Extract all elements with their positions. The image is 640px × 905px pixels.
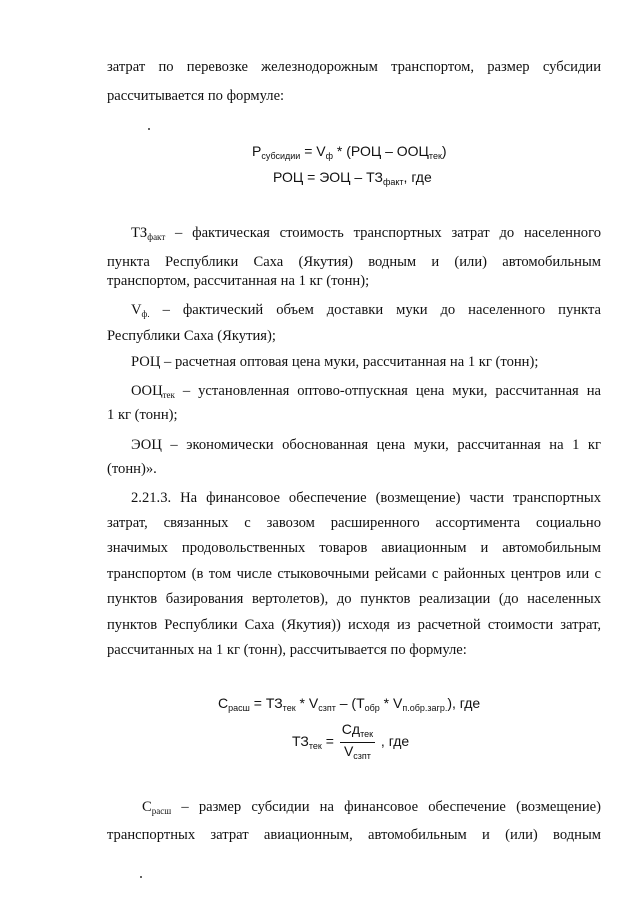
definition-line: ЭОЦ – экономически обоснованная цена муки, рассчитанная на 1 кг — [131, 437, 601, 453]
text-line: транспортом (в том числе стыковочными рейсами с районных центров или с — [107, 566, 601, 582]
text-line: 2.21.3. На финансовое обеспечение (возмещение) части транспортных — [131, 490, 601, 506]
text-line: затрат по перевозке железнодорожным транспортом, размер субсидии — [107, 59, 601, 75]
text-line: рассчитанных на 1 кг (тонн), рассчитывается по формуле: — [107, 642, 467, 658]
text-line: Республики Саха (Якутия); — [107, 328, 276, 344]
text-line: пунктов Республики Саха (Якутия)) исходя из расчетной стоимости затрат, — [107, 617, 601, 633]
text-line: пунктов базирования вертолетов), до пунктов реализации (до населенных — [107, 591, 601, 607]
text-line: (тонн)». — [107, 461, 157, 477]
text-line: транспортных затрат авиационным, автомобильным и (или) водным — [107, 827, 601, 843]
definition-line: $V_{ф.}$ – фактический объем доставки муки до населенного пункта — [131, 302, 601, 319]
text-line: рассчитывается по формуле: — [107, 88, 285, 104]
formula-roc: РОЦ = ЭОЦ – $ТЗ_{факт}$, где — [273, 169, 432, 187]
definition-line: $ТЗ_{факт}$ – фактическая стоимость транспортных затрат до населенного — [131, 225, 601, 242]
text-line: транспортом, рассчитанная на 1 кг (тонн); — [107, 273, 370, 289]
text-line: пункта Республики Саха (Якутия) водным и (или) автомобильным — [107, 254, 601, 270]
formula-tz-tek: $ТЗ_{тек}$ = $\frac{Сд_{тек}}{V_{сзпт}}$ , где — [292, 721, 409, 764]
text-line: 1 кг (тонн); — [107, 407, 178, 423]
text-line: значимых продовольственных товаров авиационным и автомобильным — [107, 540, 601, 556]
definition-line: РОЦ – расчетная оптовая цена муки, рассчитанная на 1 кг (тонн); — [131, 354, 539, 370]
text-line: затрат, связанных с завозом расширенного ассортимента социально — [107, 515, 601, 531]
definition-line: $С_{расш}$ – размер субсидии на финансовое обеспечение (возмещение) — [142, 799, 601, 816]
scan-speck — [148, 128, 150, 130]
scan-speck — [140, 876, 142, 878]
fraction: $\frac{Сд_{тек}}{V_{сзпт}}$ — [341, 721, 374, 761]
definition-line: $ООЦ_{тек}$ – установленная оптово-отпускная цена муки, рассчитанная на — [131, 383, 601, 400]
formula-subsidy: $Р_{субсидии} = V_ф * (РОЦ - ООЦ_{тек})$ — [252, 143, 447, 161]
formula-c-rassh: $С_{расш} = ТЗ_{тек} * V_{сзпт} - (Т_{обр} * V_{п.обр.загр.})$, где — [218, 695, 481, 713]
